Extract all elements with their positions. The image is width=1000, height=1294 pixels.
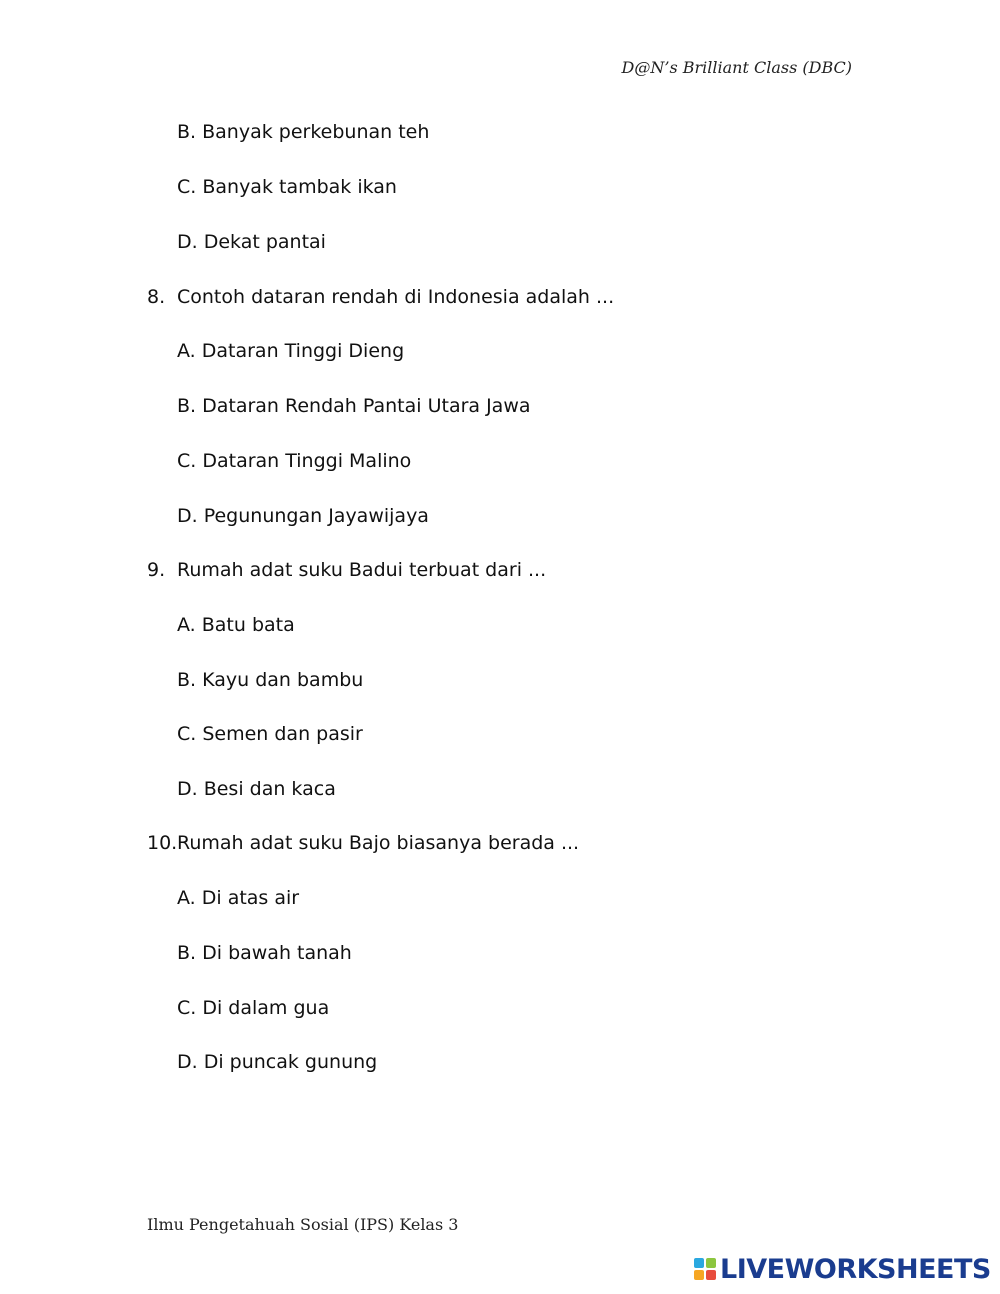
q9-option-a: A. Batu bata (177, 614, 295, 636)
question-9 (147, 558, 546, 582)
q10-option-b: B. Di bawah tanah (177, 942, 352, 964)
q10-option-a: A. Di atas air (177, 887, 300, 909)
q8-option-d: D. Pegunungan Jayawijaya (177, 505, 429, 527)
question-10 (147, 831, 579, 855)
logo-tiles-icon (694, 1258, 716, 1280)
q9-option-b: B. Kayu dan bambu (177, 669, 364, 691)
q8-option-a: A. Dataran Tinggi Dieng (177, 340, 405, 362)
question-number: 9. (147, 559, 166, 581)
logo-wordmark: LIVEWORKSHEETS (720, 1253, 991, 1285)
q7-option-d: D. Dekat pantai (177, 231, 326, 253)
q10-option-d: D. Di puncak gunung (177, 1051, 378, 1073)
q7-option-c: C. Banyak tambak ikan (177, 176, 397, 198)
question-text: Rumah adat suku Badui terbuat dari ... (177, 559, 547, 581)
q8-option-c: C. Dataran Tinggi Malino (177, 450, 412, 472)
question-8 (147, 285, 614, 309)
q9-option-c: C. Semen dan pasir (177, 723, 363, 745)
question-text: Rumah adat suku Bajo biasanya berada ... (177, 832, 580, 854)
page-footer: Ilmu Pengetahuah Sosial (IPS) Kelas 3 (147, 1215, 459, 1234)
page-header: D@N’s Brilliant Class (DBC) (621, 58, 852, 77)
q10-option-c: C. Di dalam gua (177, 997, 330, 1019)
question-number: 10. (147, 832, 178, 854)
q9-option-d: D. Besi dan kaca (177, 778, 336, 800)
q7-option-b: B. Banyak perkebunan teh (177, 121, 430, 143)
q8-option-b: B. Dataran Rendah Pantai Utara Jawa (177, 395, 531, 417)
liveworksheets-logo[interactable] (694, 1252, 991, 1286)
question-number: 8. (147, 286, 166, 308)
question-text: Contoh dataran rendah di Indonesia adalah ... (177, 286, 615, 308)
